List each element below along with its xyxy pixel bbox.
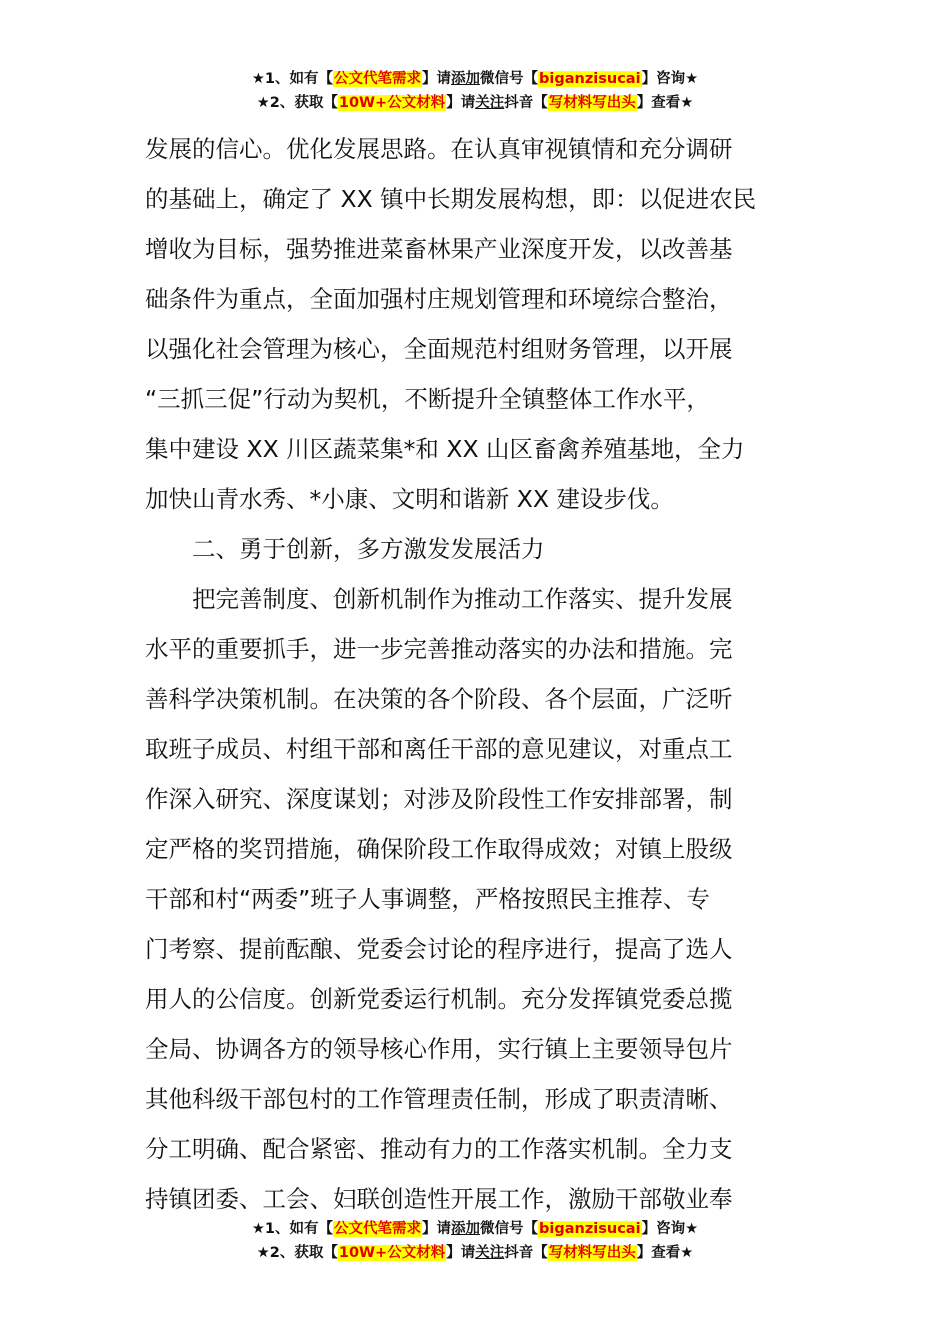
highlight-text: 10W+公文材料 (338, 95, 446, 111)
banner-text: 微信号【 (480, 1221, 539, 1237)
highlight-text: 写材料写出头 (548, 1245, 636, 1261)
text-line: 持镇团委、工会、妇联创造性开展工作，激励干部敬业奉 (145, 1185, 733, 1213)
text-line: 以强化社会管理为核心，全面规范村组财务管理，以开展 (145, 335, 733, 363)
banner-text: 】查看★ (636, 1245, 694, 1261)
underlined-text: 关注 (475, 1245, 505, 1261)
banner-text: 】请 (446, 1245, 476, 1261)
banner-line-1 (0, 1217, 950, 1241)
highlight-text: biganzisucai (539, 71, 641, 87)
text-line: 集中建设 XX 川区蔬菜集*和 XX 山区畜禽养殖基地，全力 (145, 435, 745, 463)
banner-text: 抖音【 (504, 95, 548, 111)
text-line: 作深入研究、深度谋划；对涉及阶段性工作安排部署，制 (145, 785, 733, 813)
text-line: 增收为目标，强势推进菜畜林果产业深度开发，以改善基 (145, 235, 733, 263)
text-line: “三抓三促”行动为契机，不断提升全镇整体工作水平， (145, 385, 710, 413)
text-line: 加快山青水秀、*小康、文明和谐新 XX 建设步伐。 (145, 485, 674, 513)
banner-text: 】咨询★ (641, 71, 699, 87)
highlight-text: 写材料写出头 (548, 95, 636, 111)
text-line: 础条件为重点，全面加强村庄规划管理和环境综合整治， (145, 285, 733, 313)
document-body (145, 124, 810, 1224)
highlight-text: 公文代笔需求 (334, 71, 422, 87)
text-line: 其他科级干部包村的工作管理责任制，形成了职责清晰、 (145, 1085, 733, 1113)
text-line: 全局、协调各方的领导核心作用，实行镇上主要领导包片 (145, 1035, 733, 1063)
text-line: 用人的公信度。创新党委运行机制。充分发挥镇党委总揽 (145, 985, 733, 1013)
text-line: 分工明确、配合紧密、推动有力的工作落实机制。全力支 (145, 1135, 733, 1163)
banner-line-1 (0, 67, 950, 91)
banner-text: 】请 (422, 71, 452, 87)
text-line: 干部和村“两委”班子人事调整，严格按照民主推荐、专 (145, 885, 710, 913)
banner-text: ★1、如有【 (251, 1221, 334, 1237)
text-line: 把完善制度、创新机制作为推动工作落实、提升发展 (192, 585, 733, 613)
text-line: 定严格的奖罚措施，确保阶段工作取得成效；对镇上股级 (145, 835, 733, 863)
banner-line-2 (0, 1241, 950, 1265)
banner-text: ★2、获取【 (256, 1245, 338, 1261)
banner-text: 微信号【 (480, 71, 539, 87)
underlined-text: 添加 (451, 1221, 481, 1237)
banner-text: ★2、获取【 (256, 95, 338, 111)
text-line: 善科学决策机制。在决策的各个阶段、各个层面，广泛听 (145, 685, 733, 713)
banner-text: 】查看★ (636, 95, 694, 111)
underlined-text: 添加 (451, 71, 481, 87)
header-banner (0, 67, 950, 115)
underlined-text: 关注 (475, 95, 505, 111)
highlight-text: 公文代笔需求 (334, 1221, 422, 1237)
text-line: 门考察、提前酝酿、党委会讨论的程序进行，提高了选人 (145, 935, 733, 963)
text-line: 取班子成员、村组干部和离任干部的意见建议，对重点工 (145, 735, 733, 763)
highlight-text: biganzisucai (539, 1221, 641, 1237)
banner-text: ★1、如有【 (251, 71, 334, 87)
section-heading: 二、勇于创新，多方激发发展活力 (192, 535, 545, 563)
banner-line-2 (0, 91, 950, 115)
text-line: 的基础上，确定了 XX 镇中长期发展构想，即：以促进农民 (145, 185, 757, 213)
text-line: 发展的信心。优化发展思路。在认真审视镇情和充分调研 (145, 135, 733, 163)
footer-banner (0, 1217, 950, 1265)
highlight-text: 10W+公文材料 (338, 1245, 446, 1261)
text-line: 水平的重要抓手，进一步完善推动落实的办法和措施。完 (145, 635, 733, 663)
banner-text: 】请 (446, 95, 476, 111)
banner-text: 】请 (422, 1221, 452, 1237)
banner-text: 抖音【 (504, 1245, 548, 1261)
banner-text: 】咨询★ (641, 1221, 699, 1237)
